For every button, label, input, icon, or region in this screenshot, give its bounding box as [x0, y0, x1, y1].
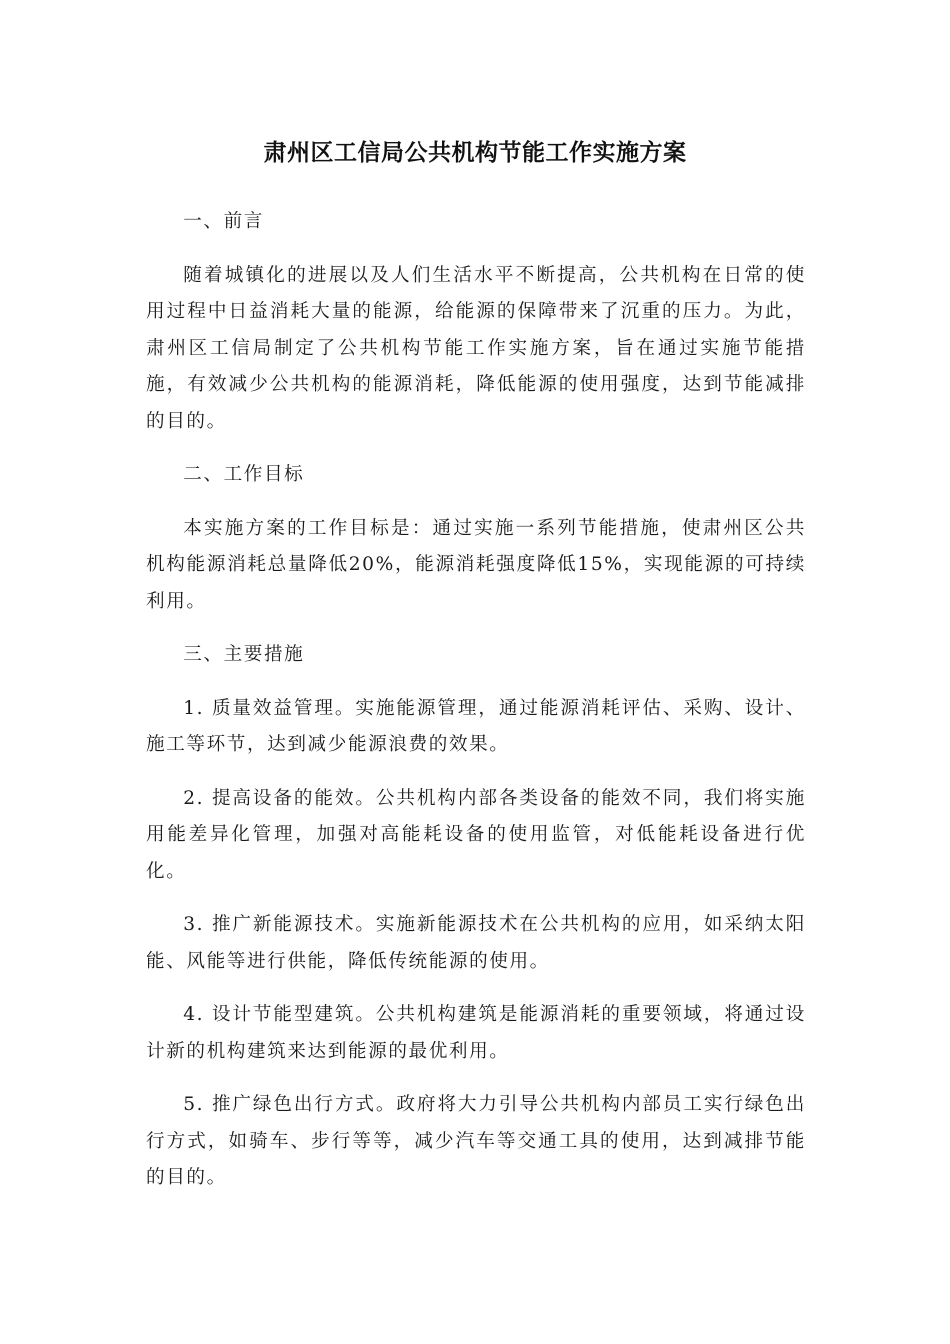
- paragraph-goals: 本实施方案的工作目标是：通过实施一系列节能措施，使肃州区公共机构能源消耗总量降低20%，能源消耗强度降低15%，实现能源的可持续利用。: [146, 517, 806, 612]
- measure-item-2: 2. 提高设备的能效。公共机构内部各类设备的能效不同，我们将实施用能差异化管理，加强对高能耗设备的使用监管，对低能耗设备进行优化。: [146, 787, 806, 882]
- measure-item-1: 1. 质量效益管理。实施能源管理，通过能源消耗评估、采购、设计、施工等环节，达到减少能源浪费的效果。: [146, 697, 806, 755]
- document-body: [146, 204, 806, 1214]
- measure-item-4: 4. 设计节能型建筑。公共机构建筑是能源消耗的重要领域，将通过设计新的机构建筑来达到能源的最优利用。: [146, 1004, 806, 1062]
- section-heading-preface: 一、前言: [183, 211, 264, 232]
- document-title: 肃州区工信局公共机构节能工作实施方案: [263, 140, 687, 166]
- section-heading-measures: 三、主要措施: [183, 644, 305, 665]
- measure-item-5: 5. 推广绿色出行方式。政府将大力引导公共机构内部员工实行绿色出行方式，如骑车、步行等等，减少汽车等交通工具的使用，达到减排节能的目的。: [146, 1094, 806, 1188]
- section-heading-goals: 二、工作目标: [183, 464, 305, 485]
- paragraph-preface: 随着城镇化的进展以及人们生活水平不断提高，公共机构在日常的使用过程中日益消耗大量的能源，给能源的保障带来了沉重的压力。为此，肃州区工信局制定了公共机构节能工作实施方案，旨在通过实施节能措施，有效减少公共机构的能源消耗，降低能源的使用强度，达到节能减排的目的。: [146, 264, 806, 432]
- measure-item-3: 3. 推广新能源技术。实施新能源技术在公共机构的应用，如采纳太阳能、风能等进行供能，降低传统能源的使用。: [146, 914, 806, 972]
